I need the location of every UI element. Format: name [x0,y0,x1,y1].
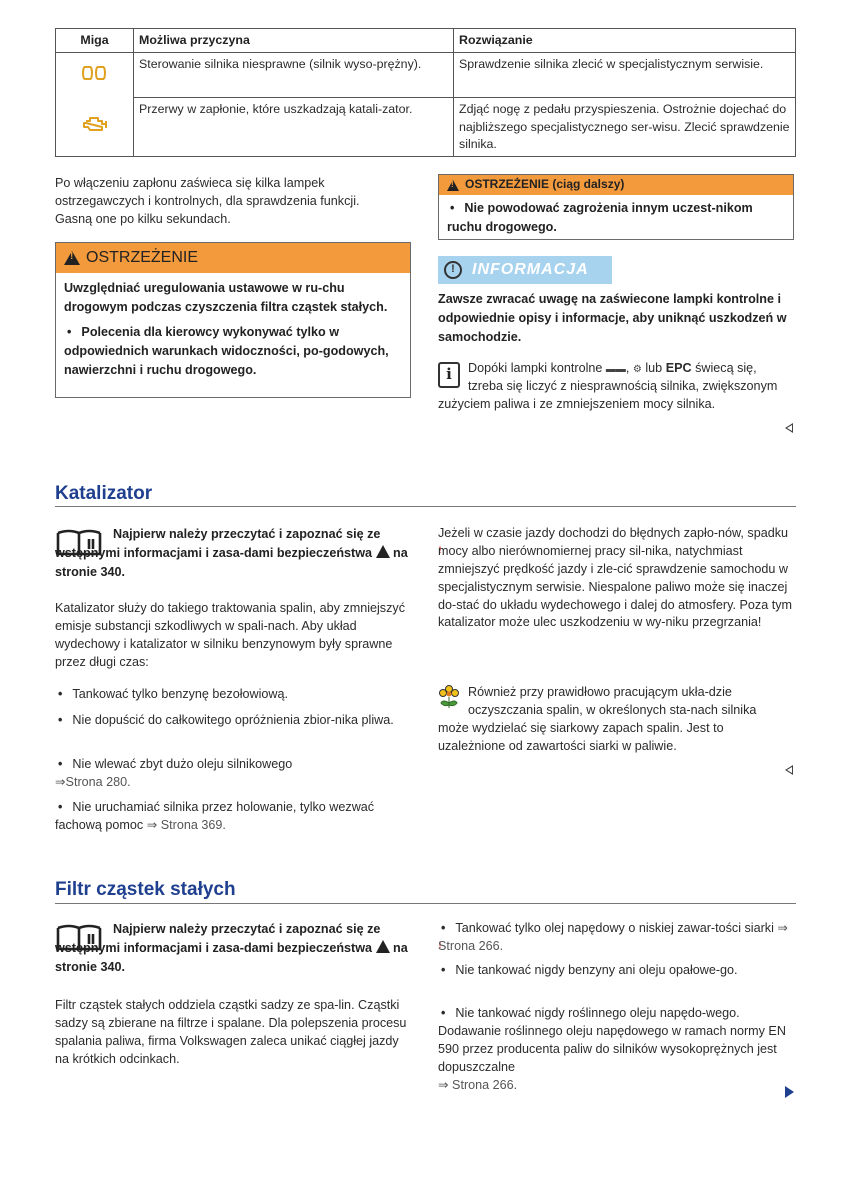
info-i-icon: i [438,362,460,388]
info-header [438,256,612,284]
warning-continued-box [438,174,794,240]
warning-header [439,175,793,195]
epc-lamp-label: EPC [665,361,692,375]
col-header-solution: Rozwiązanie [454,29,796,53]
section-divider [55,506,796,507]
exclamation-circle-icon: ! [444,261,462,279]
list-item: • Nie tankować nigdy roślinnego oleju napędo-wego. Dodawanie roślinnego oleju napędowego w ramach normy EN 590 przez producenta paliw do silników wysokoprężnych jest dopuszczalne ⇒ Strona 266. [438,1006,786,1092]
engine-lamp-icon: ⚙ [632,364,642,375]
page-reference-link[interactable]: ⇒Strona 280. [55,774,131,789]
warning-paragraph: Uwzględniać uregulowania ustawowe w ru-chu drogowym podczas czyszczenia filtra cząstek stałych. [64,281,388,314]
col-header-blink: Miga [56,29,134,53]
eco-note: Również przy prawidłowo pracującym ukła-dzie oczyszczania spalin, w określonych sta-nach silnika może wydzielać się siarkowy zapach spalin. Jest to uzależnione od zawartości siarki w paliwie. [438,685,757,753]
table-row [56,98,796,157]
warning-triangle-icon [447,180,459,191]
list-item: • Nie uruchamiać silnika przez holowanie, tylko wezwać fachową pomoc ⇒ Strona 369. [55,800,375,832]
katalizator-lead: Najpierw należy przeczytać i zapoznać się ze wstępnymi informacjami i zasa-dami bezpieczeństwa ! na stronie 340. [55,525,411,582]
list-item: • Tankować tylko olej napędowy o niskiej zawar-tości siarki ⇒ Strona 266. [438,921,788,953]
list-item: • Tankować tylko benzynę bezołowiową. [58,687,289,701]
warning-title: OSTRZEŻENIE (ciąg dalszy) [465,177,625,192]
section-divider [55,903,796,904]
katalizator-right-text: Jeżeli w czasie jazdy dochodzi do błędnych zapło-nów, spadku mocy albo nierównomiernej pracy sil-nika, natychmiast zmniejszyć prędkość jazdy i zle-cić sprawdzenie samochodu w specjalistycznym serwisie. Niespalone paliwo może się inaczej do-stać do układu wydechowego i dalej do atmosfery. Poza tym katalizator może ulec uszkodzeniu w wy-niku przegrzania! [438,526,792,630]
section-title-filtr: Filtr cząstek stałych [55,879,236,900]
warning-box [55,242,411,398]
page-reference-link[interactable]: ⇒ Strona 266. [438,921,788,953]
list-item: • Nie tankować nigdy benzyny ani oleju opałowe-go. [441,963,738,977]
warning-paragraph: • Polecenia dla kierowcy wykonywać tylko w odpowiednich warunkach widoczności, po-godowych, nawierzchni i ruchu drogowego. [64,324,389,377]
info-bold-text: Zawsze zwracać uwagę na zaświecone lampki kontrolne i odpowiednie opisy i informacje, aby uniknąć uszkodzeń w samochodzie. [438,292,787,344]
table-header-row [56,29,796,53]
cause-cell: Przerwy w zapłonie, które uszkadzają katali-zator. [134,98,454,157]
solution-cell: Zdjąć nogę z pedału przyspieszenia. Ostrożnie dojechać do najbliższego specjalistycznego ser-wisu. Zlecić sprawdzenie silnika. [454,98,796,157]
warning-title: OSTRZEŻENIE [86,248,199,266]
cause-cell: Sterowanie silnika niesprawne (silnik wyso-prężny). [134,53,454,98]
info-note: i Dopóki lampki kontrolne ▬▬, ⚙ lub EPC świecą się, tzreba się liczyć z niesprawnością silnika, zwiększonym zużyciem paliwa i ze zmniejszeniem mocy silnika. [438,361,778,411]
section-title-katalizator: Katalizator [55,483,153,504]
warning-lamp-table [55,28,796,157]
warning-triangle-icon [376,940,390,953]
list-item: • Nie wlewać zbyt dużo oleju silnikowego ⇒Strona 280. [55,757,293,789]
intro-text: Po włączeniu zapłonu zaświeca się kilka lampek ostrzegawczych i kontrolnych, dla sprawdzenia funkcji. Gasną one po kilku sekundach. [55,176,360,226]
environment-flower-icon [438,684,460,710]
warning-triangle-icon [376,545,390,558]
section-end-arrow-icon [785,765,793,775]
info-title: INFORMACJA [472,260,589,278]
page-reference-link[interactable]: ⇒ Strona 369. [146,817,226,832]
filtr-lead: Najpierw należy przeczytać i zapoznać się ze wstępnymi informacjami i zasa-dami bezpieczeństwa ! na stronie 340. [55,920,411,977]
warning-body [56,273,410,385]
glow-plug-icon [56,53,134,98]
page-reference-link[interactable]: ⇒ Strona 266. [438,1077,518,1092]
continue-arrow-icon[interactable] [785,1086,794,1098]
solution-cell: Sprawdzenie silnika zlecić w specjalistycznym serwisie. [454,53,796,98]
list-item: • Nie dopuścić do całkowitego opróżnienia zbior-nika pliwa. [58,713,394,727]
table-row [56,53,796,98]
warning-triangle-icon [64,251,80,265]
katalizator-body: Katalizator służy do takiego traktowania spalin, aby zmniejszyć emisje substancji szkodliwych w spali-nach. Aby układ wydechowy i katalizator w silniku benzynowym były sprawne przez długi czas: [55,601,405,669]
warning-body [439,195,793,243]
filtr-body: Filtr cząstek stałych oddziela cząstki sadzy ze spa-lin. Cząstki sadzy są zbierane na filtrze i spalane. Dla polepszenia procesu spalania paliwa, firma Volkswagen zaleca unikać ciągłej jazdy na krótkich odcinkach. [55,998,407,1066]
col-header-cause: Możliwa przyczyna [134,29,454,53]
glow-plug-lamp-icon: ▬▬ [605,364,626,375]
section-end-arrow-icon [785,423,793,433]
engine-check-icon [56,98,134,157]
warning-paragraph: • Nie powodować zagrożenia innym uczest-nikom ruchu drogowego. [447,201,753,234]
warning-header [56,243,410,273]
